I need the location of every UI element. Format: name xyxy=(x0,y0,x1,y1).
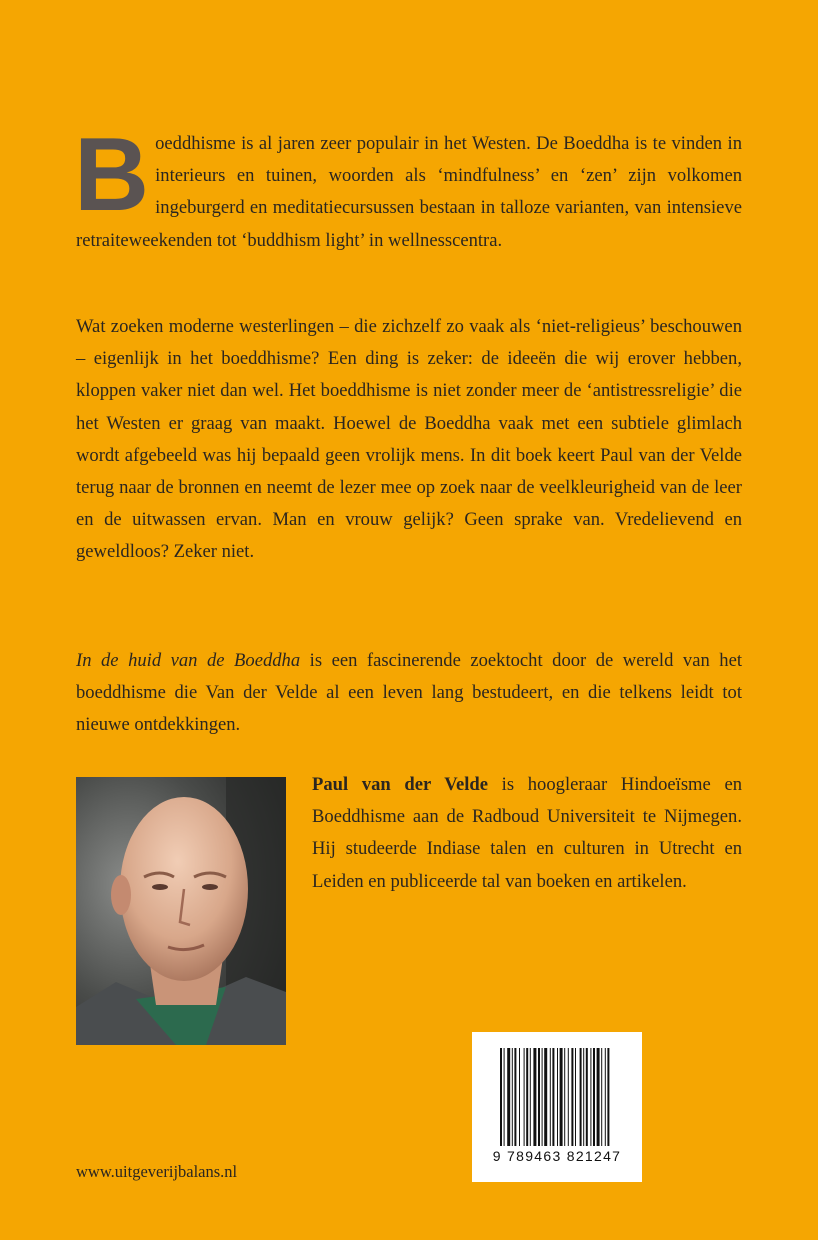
intro-paragraph xyxy=(74,117,742,257)
publisher-website: www.uitgeverijbalans.nl xyxy=(76,1162,238,1181)
isbn-number: 9 789463 821247 xyxy=(492,1148,622,1164)
closing-text: is een fascinerende zoektocht door de wereld van het boeddhisme die Van der Velde al een leven lang bestudeert, en die telkens leidt tot nieuwe ontdekkingen. xyxy=(76,650,742,736)
body-paragraph xyxy=(76,311,742,569)
author-name: Paul van der Velde xyxy=(312,774,489,795)
intro-text: oeddhisme is al jaren zeer populair in het Westen. De Boeddha is te vinden in interieurs en tuinen, woorden als ‘mindfulness’ en ‘zen’ zijn volkomen ingeburgerd en meditatiecursussen bestaan in talloze varianten, van intensieve retraiteweekenden tot ‘buddhism light’ in wellnesscentra. xyxy=(76,133,742,251)
drop-cap: B xyxy=(74,117,148,233)
author-photo xyxy=(76,777,286,1045)
closing-paragraph xyxy=(76,645,742,742)
author-bio xyxy=(312,769,742,898)
book-title: In de huid van de Boeddha xyxy=(76,650,301,671)
barcode-bars xyxy=(500,1048,614,1146)
barcode xyxy=(472,1032,642,1182)
author-bio-text: is hoogleraar Hindoeïsme en Boeddhisme aan de Radboud Universiteit te Nijmegen. Hij studeerde Indiase talen en culturen in Utrecht en Leiden en publiceerde tal van boeken en artikelen. xyxy=(312,774,742,892)
body-text: Wat zoeken moderne westerlingen – die zichzelf zo vaak als ‘niet-religieus’ beschouwen – eigenlijk in het boeddhisme? Een ding is zeker: de ideeën die wij erover hebben, kloppen vaker niet dan wel. Het boeddhisme is niet zonder meer de ‘antistressreligie’ die het Westen er graag van maakt. Hoewel de Boeddha vaak met een subtiele glimlach wordt afgebeeld was hij bepaald geen vrolijk mens. In dit boek keert Paul van der Velde terug naar de bronnen en neemt de lezer mee op zoek naar de veelkleurigheid van de leer en de uitwassen ervan. Man en vrouw gelijk? Geen sprake van. Vredelievend en geweldloos? Zeker niet. xyxy=(76,316,742,563)
